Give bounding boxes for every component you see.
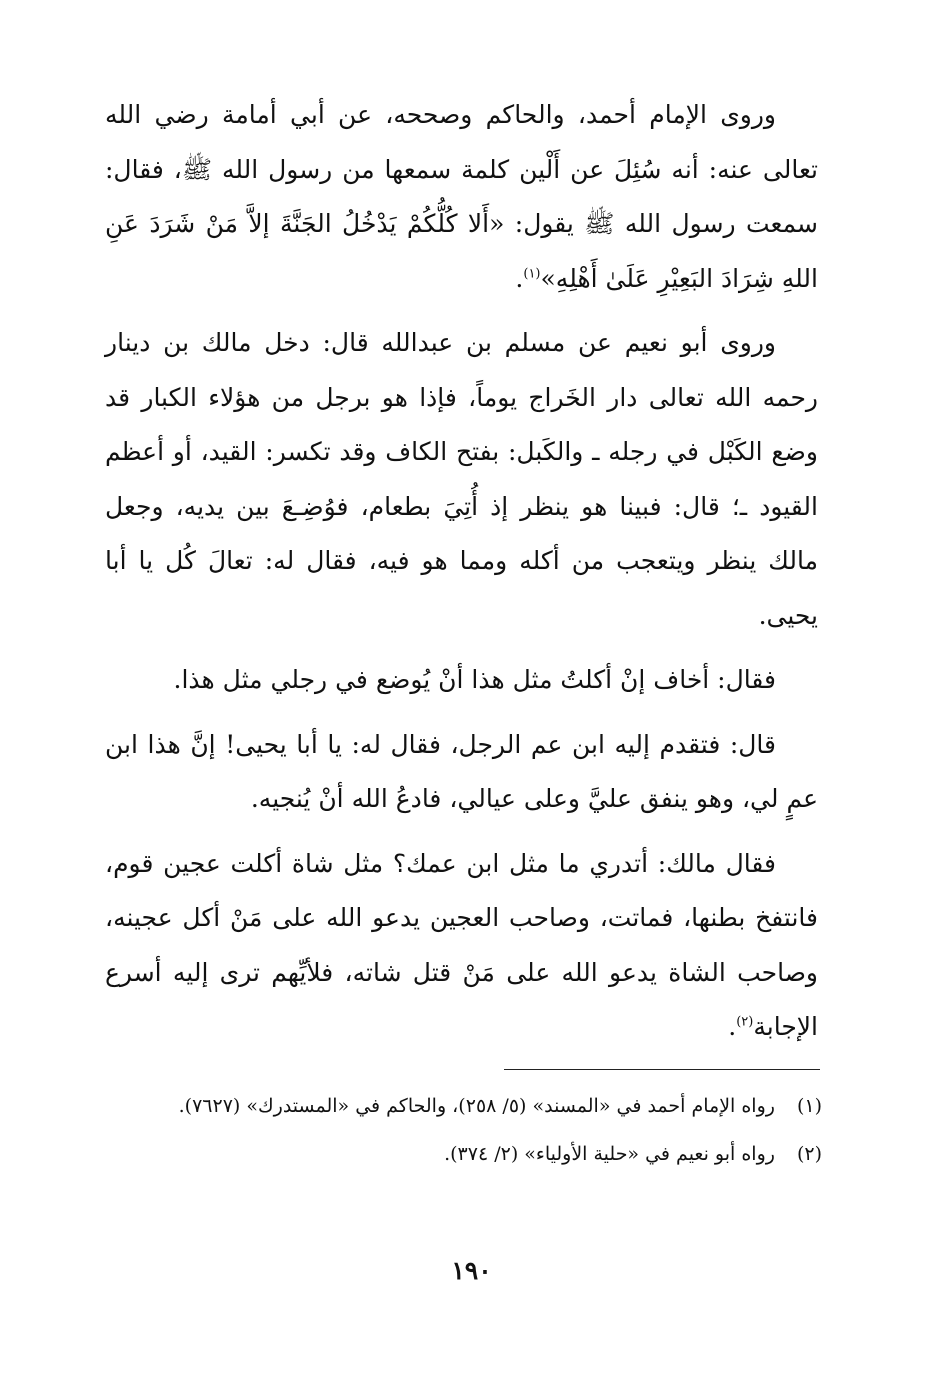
footnote-1: [100, 1085, 822, 1127]
footnote-number: (٢): [796, 1143, 822, 1165]
footnotes: [100, 1085, 822, 1181]
page-number: ١٩٠: [451, 1256, 492, 1285]
footnote-number: (١): [796, 1095, 822, 1117]
paragraph-4: قال: فتقدم إليه ابن عم الرجل، فقال له: يا أبا يحيى! إنَّ هذا ابن عمٍ لي، وهو ينفق عليَّ وعلى عيالي، فادعُ الله أنْ يُنجيه.: [105, 729, 818, 813]
footnote-ref-1[interactable]: (١): [523, 266, 541, 282]
main-text: [105, 88, 818, 1065]
footnote-ref-2[interactable]: (٢): [736, 1014, 754, 1030]
footnote-2: [100, 1133, 822, 1175]
paragraph-5: فقال مالك: أتدري ما مثل ابن عمك؟ مثل شاة أكلت عجين قوم، فانتفخ بطنها، فماتت، وصاحب العجين يدعو الله على مَنْ أكل عجينه، وصاحب الشاة يدعو الله على مَنْ قتل شاته، فلأيِّهم ترى إليه أسرع الإجابة$^{(٢)}$.: [105, 848, 818, 1041]
footnote-text: رواه أبو نعيم في «حلية الأولياء» (٢/ ٣٧٤).: [444, 1143, 775, 1165]
paragraph-3: فقال: أخاف إنْ أكلتُ مثل هذا أنْ يُوضع في رجلي مثل هذا.: [173, 665, 776, 694]
footnote-text: رواه الإمام أحمد في «المسند» (٥/ ٢٥٨)، والحاكم في «المستدرك» (٧٦٢٧).: [178, 1095, 775, 1117]
paragraph-2: وروى أبو نعيم عن مسلم بن عبدالله قال: دخل مالك بن دينار رحمه الله تعالى دار الخَراج يوماً، فإذا هو برجل من هؤلاء الكبار قد وضع الكَبْل في رجله ـ والكَبل: بفتح الكاف وقد تكسر: القيد، أو أعظم القيود ـ؛ قال: فبينا هو ينظر إذ أُتِيَ بطعام، فوُضِـعَ بين يديه، وجعل مالك ينظر ويتعجب من أكله ومما هو فيه، فقال له: تعالَ كُل يا أبا يحيى.: [105, 328, 818, 630]
paragraph-1: وروى الإمام أحمد، والحاكم وصححه، عن أبي أمامة رضي الله تعالى عنه: أنه سُئِلَ عن أَلْين كلمة سمعها من رسول الله ﷺ، فقال: سمعت رسول الله ﷺ يقول: «أَلا كُلُّكُمْ يَدْخُلُ الجَنَّةَ إلاَّ مَنْ شَرَدَ عَنِ اللهِ شِرَادَ البَعِيْرِ عَلَىٰ أَهْلِهِ»$^{(١)}$.: [105, 100, 818, 293]
footnote-divider: [504, 1069, 820, 1070]
